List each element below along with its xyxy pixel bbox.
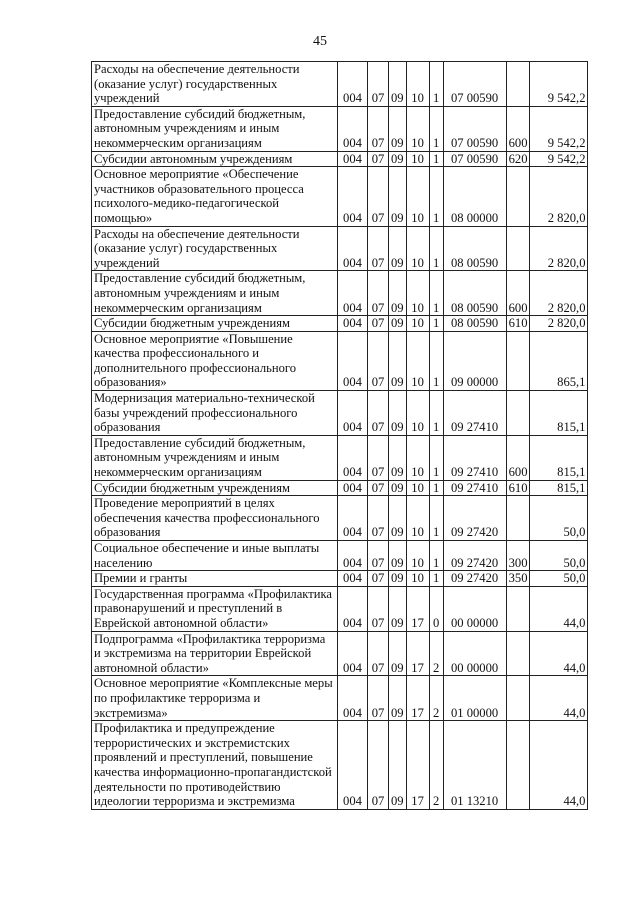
subsection-code: 09 (389, 541, 407, 571)
subsection-code: 09 (389, 721, 407, 810)
subprogram-code: 0 (429, 586, 443, 631)
subsection-code: 09 (389, 496, 407, 541)
row-description: Основное мероприятие «Обеспечение участников образовательного процесса психолого-медико-педагогической помощью» (92, 167, 338, 226)
section-code: 07 (368, 541, 389, 571)
table-row (92, 541, 588, 571)
section-code: 07 (368, 721, 389, 810)
table-row (92, 480, 588, 496)
section-code: 07 (368, 151, 389, 167)
subsection-code: 09 (389, 226, 407, 271)
amount: 44,0 (530, 721, 588, 810)
subsection-code: 09 (389, 571, 407, 587)
target-article-code: 00 00000 (443, 586, 506, 631)
ministry-code: 004 (338, 62, 368, 107)
amount: 2 820,0 (530, 316, 588, 332)
program-code: 10 (406, 435, 429, 480)
program-code: 10 (406, 541, 429, 571)
subprogram-code: 1 (429, 480, 443, 496)
subprogram-code: 1 (429, 62, 443, 107)
amount: 44,0 (530, 586, 588, 631)
ministry-code: 004 (338, 435, 368, 480)
table-row (92, 676, 588, 721)
program-code: 10 (406, 167, 429, 226)
table-row (92, 62, 588, 107)
program-code: 10 (406, 151, 429, 167)
expense-type-code: 300 (506, 541, 530, 571)
amount: 815,1 (530, 435, 588, 480)
table-row (92, 167, 588, 226)
ministry-code: 004 (338, 631, 368, 676)
expense-type-code (506, 62, 530, 107)
row-description: Предоставление субсидий бюджетным, автономным учреждениям и иным некоммерческим организациям (92, 435, 338, 480)
ministry-code: 004 (338, 480, 368, 496)
row-description: Субсидии автономным учреждениям (92, 151, 338, 167)
ministry-code: 004 (338, 721, 368, 810)
ministry-code: 004 (338, 271, 368, 316)
subprogram-code: 2 (429, 676, 443, 721)
row-description: Предоставление субсидий бюджетным, автономным учреждениям и иным некоммерческим организациям (92, 271, 338, 316)
target-article-code: 09 27420 (443, 541, 506, 571)
amount: 50,0 (530, 496, 588, 541)
ministry-code: 004 (338, 496, 368, 541)
target-article-code: 09 27410 (443, 391, 506, 436)
subsection-code: 09 (389, 151, 407, 167)
amount: 9 542,2 (530, 106, 588, 151)
subprogram-code: 1 (429, 151, 443, 167)
table-row (92, 226, 588, 271)
table-row (92, 631, 588, 676)
expense-type-code: 600 (506, 435, 530, 480)
target-article-code: 08 00590 (443, 316, 506, 332)
row-description: Субсидии бюджетным учреждениям (92, 480, 338, 496)
program-code: 10 (406, 62, 429, 107)
table-row (92, 331, 588, 390)
ministry-code: 004 (338, 331, 368, 390)
expense-type-code: 620 (506, 151, 530, 167)
table-row (92, 151, 588, 167)
expense-type-code: 610 (506, 316, 530, 332)
expense-type-code (506, 586, 530, 631)
target-article-code: 00 00000 (443, 631, 506, 676)
section-code: 07 (368, 571, 389, 587)
ministry-code: 004 (338, 316, 368, 332)
table-row (92, 271, 588, 316)
table-row (92, 316, 588, 332)
subsection-code: 09 (389, 331, 407, 390)
amount: 9 542,2 (530, 62, 588, 107)
table-row (92, 106, 588, 151)
ministry-code: 004 (338, 541, 368, 571)
target-article-code: 09 27420 (443, 571, 506, 587)
target-article-code: 01 13210 (443, 721, 506, 810)
subsection-code: 09 (389, 631, 407, 676)
expense-type-code (506, 496, 530, 541)
expense-type-code: 600 (506, 271, 530, 316)
subsection-code: 09 (389, 316, 407, 332)
section-code: 07 (368, 167, 389, 226)
section-code: 07 (368, 586, 389, 631)
subprogram-code: 2 (429, 631, 443, 676)
subprogram-code: 1 (429, 391, 443, 436)
section-code: 07 (368, 106, 389, 151)
amount: 44,0 (530, 631, 588, 676)
program-code: 10 (406, 480, 429, 496)
subsection-code: 09 (389, 106, 407, 151)
expense-type-code (506, 167, 530, 226)
expense-type-code: 600 (506, 106, 530, 151)
program-code: 10 (406, 271, 429, 316)
program-code: 17 (406, 721, 429, 810)
section-code: 07 (368, 316, 389, 332)
row-description: Социальное обеспечение и иные выплаты населению (92, 541, 338, 571)
expense-type-code: 610 (506, 480, 530, 496)
program-code: 10 (406, 391, 429, 436)
program-code: 10 (406, 106, 429, 151)
subsection-code: 09 (389, 167, 407, 226)
target-article-code: 08 00590 (443, 226, 506, 271)
amount: 2 820,0 (530, 167, 588, 226)
row-description: Основное мероприятие «Повышение качества профессионального и дополнительного профессионального образования» (92, 331, 338, 390)
expense-type-code (506, 331, 530, 390)
subprogram-code: 1 (429, 496, 443, 541)
subprogram-code: 1 (429, 167, 443, 226)
budget-table-body (92, 62, 588, 810)
table-row (92, 435, 588, 480)
table-row (92, 721, 588, 810)
ministry-code: 004 (338, 391, 368, 436)
table-row (92, 496, 588, 541)
subsection-code: 09 (389, 62, 407, 107)
page-number: 45 (313, 34, 327, 49)
amount: 50,0 (530, 571, 588, 587)
subprogram-code: 1 (429, 226, 443, 271)
row-description: Субсидии бюджетным учреждениям (92, 316, 338, 332)
amount: 815,1 (530, 391, 588, 436)
section-code: 07 (368, 226, 389, 271)
subsection-code: 09 (389, 391, 407, 436)
table-row (92, 586, 588, 631)
amount: 2 820,0 (530, 271, 588, 316)
subsection-code: 09 (389, 676, 407, 721)
row-description: Расходы на обеспечение деятельности (оказание услуг) государственных учреждений (92, 62, 338, 107)
row-description: Расходы на обеспечение деятельности (оказание услуг) государственных учреждений (92, 226, 338, 271)
target-article-code: 09 27410 (443, 480, 506, 496)
target-article-code: 07 00590 (443, 106, 506, 151)
expense-type-code (506, 721, 530, 810)
program-code: 17 (406, 631, 429, 676)
program-code: 10 (406, 571, 429, 587)
program-code: 17 (406, 586, 429, 631)
ministry-code: 004 (338, 106, 368, 151)
budget-table (91, 61, 588, 810)
subprogram-code: 1 (429, 271, 443, 316)
program-code: 17 (406, 676, 429, 721)
amount: 9 542,2 (530, 151, 588, 167)
section-code: 07 (368, 435, 389, 480)
row-description: Премии и гранты (92, 571, 338, 587)
section-code: 07 (368, 331, 389, 390)
ministry-code: 004 (338, 226, 368, 271)
amount: 2 820,0 (530, 226, 588, 271)
row-description: Предоставление субсидий бюджетным, автономным учреждениям и иным некоммерческим организациям (92, 106, 338, 151)
program-code: 10 (406, 316, 429, 332)
subprogram-code: 2 (429, 721, 443, 810)
subprogram-code: 1 (429, 106, 443, 151)
section-code: 07 (368, 496, 389, 541)
ministry-code: 004 (338, 151, 368, 167)
subprogram-code: 1 (429, 571, 443, 587)
ministry-code: 004 (338, 571, 368, 587)
target-article-code: 08 00590 (443, 271, 506, 316)
ministry-code: 004 (338, 676, 368, 721)
subprogram-code: 1 (429, 331, 443, 390)
expense-type-code (506, 676, 530, 721)
row-description: Профилактика и предупреждение террористических и экстремистских проявлений и преступлений, повышение качества информационно-пропагандистской деятельности по противодействию идеологии терроризма и экстремизма (92, 721, 338, 810)
amount: 44,0 (530, 676, 588, 721)
amount: 50,0 (530, 541, 588, 571)
row-description: Проведение мероприятий в целях обеспечения качества профессионального образования (92, 496, 338, 541)
amount: 865,1 (530, 331, 588, 390)
subsection-code: 09 (389, 586, 407, 631)
amount: 815,1 (530, 480, 588, 496)
table-row (92, 571, 588, 587)
subprogram-code: 1 (429, 316, 443, 332)
target-article-code: 09 27420 (443, 496, 506, 541)
target-article-code: 07 00590 (443, 62, 506, 107)
program-code: 10 (406, 331, 429, 390)
expense-type-code (506, 391, 530, 436)
row-description: Основное мероприятие «Комплексные меры по профилактике терроризма и экстремизма» (92, 676, 338, 721)
section-code: 07 (368, 391, 389, 436)
expense-type-code (506, 631, 530, 676)
program-code: 10 (406, 226, 429, 271)
row-description: Государственная программа «Профилактика правонарушений и преступлений в Еврейской автономной области» (92, 586, 338, 631)
target-article-code: 09 27410 (443, 435, 506, 480)
row-description: Модернизация материально-технической базы учреждений профессионального образования (92, 391, 338, 436)
target-article-code: 08 00000 (443, 167, 506, 226)
subsection-code: 09 (389, 435, 407, 480)
target-article-code: 09 00000 (443, 331, 506, 390)
subprogram-code: 1 (429, 541, 443, 571)
section-code: 07 (368, 62, 389, 107)
section-code: 07 (368, 271, 389, 316)
subsection-code: 09 (389, 271, 407, 316)
section-code: 07 (368, 631, 389, 676)
section-code: 07 (368, 676, 389, 721)
expense-type-code: 350 (506, 571, 530, 587)
row-description: Подпрограмма «Профилактика терроризма и экстремизма на территории Еврейской автономной области» (92, 631, 338, 676)
ministry-code: 004 (338, 586, 368, 631)
ministry-code: 004 (338, 167, 368, 226)
subprogram-code: 1 (429, 435, 443, 480)
target-article-code: 01 00000 (443, 676, 506, 721)
program-code: 10 (406, 496, 429, 541)
expense-type-code (506, 226, 530, 271)
table-row (92, 391, 588, 436)
section-code: 07 (368, 480, 389, 496)
target-article-code: 07 00590 (443, 151, 506, 167)
subsection-code: 09 (389, 480, 407, 496)
